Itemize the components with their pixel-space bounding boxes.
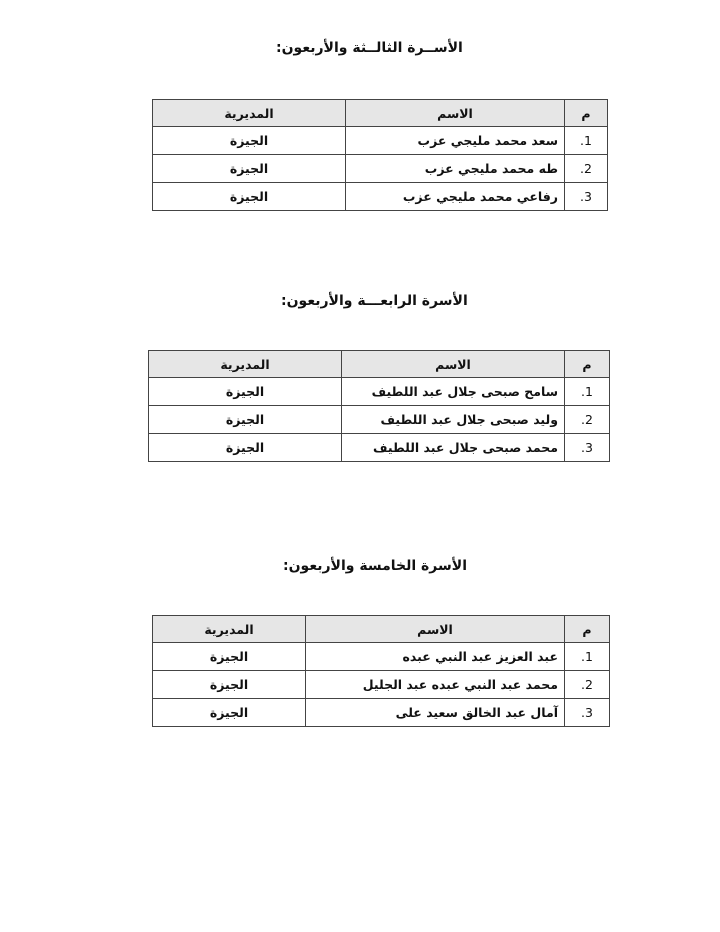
- col-header-number: م: [565, 616, 610, 643]
- row-number: 2.: [565, 406, 610, 434]
- table-header-row: [153, 616, 610, 643]
- col-header-name: الاسم: [342, 351, 565, 378]
- family-44-heading: الأسرة الرابعـــة والأربعون:: [281, 293, 468, 309]
- table-row: [153, 671, 610, 699]
- row-number: 3.: [565, 434, 610, 462]
- table-row: [153, 183, 608, 211]
- member-name: محمد عبد النبي عبده عبد الجليل: [306, 671, 565, 699]
- member-name: رفاعي محمد مليجي عزب: [346, 183, 565, 211]
- member-name: طه محمد مليجي عزب: [346, 155, 565, 183]
- table-row: [153, 155, 608, 183]
- table-row: [149, 406, 610, 434]
- member-directorate: الجيزة: [149, 406, 342, 434]
- family-45-table: [152, 615, 610, 727]
- col-header-directorate: المديرية: [153, 100, 346, 127]
- member-name: وليد صبحى جلال عبد اللطيف: [342, 406, 565, 434]
- col-header-directorate: المديرية: [149, 351, 342, 378]
- table-row: [149, 434, 610, 462]
- table-row: [153, 643, 610, 671]
- member-name: آمال عبد الخالق سعيد على: [306, 699, 565, 727]
- member-directorate: الجيزة: [153, 699, 306, 727]
- col-header-number: م: [565, 351, 610, 378]
- table-header-row: [149, 351, 610, 378]
- member-directorate: الجيزة: [153, 127, 346, 155]
- row-number: 2.: [565, 671, 610, 699]
- family-45-heading: الأسرة الخامسة والأربعون:: [283, 558, 467, 574]
- member-name: سامح صبحى جلال عبد اللطيف: [342, 378, 565, 406]
- row-number: 1.: [565, 378, 610, 406]
- member-directorate: الجيزة: [149, 434, 342, 462]
- table-header-row: [153, 100, 608, 127]
- col-header-number: م: [565, 100, 608, 127]
- table-row: [153, 127, 608, 155]
- row-number: 1.: [565, 127, 608, 155]
- family-43-heading: الأســرة الثالــثة والأربعون:: [276, 40, 463, 56]
- member-directorate: الجيزة: [149, 378, 342, 406]
- member-name: محمد صبحى جلال عبد اللطيف: [342, 434, 565, 462]
- col-header-name: الاسم: [306, 616, 565, 643]
- member-directorate: الجيزة: [153, 183, 346, 211]
- table-row: [153, 699, 610, 727]
- family-43-table: [152, 99, 608, 211]
- member-name: سعد محمد مليجي عزب: [346, 127, 565, 155]
- row-number: 2.: [565, 155, 608, 183]
- col-header-directorate: المديرية: [153, 616, 306, 643]
- member-directorate: الجيزة: [153, 671, 306, 699]
- row-number: 1.: [565, 643, 610, 671]
- member-directorate: الجيزة: [153, 643, 306, 671]
- col-header-name: الاسم: [346, 100, 565, 127]
- member-name: عبد العزيز عبد النبي عبده: [306, 643, 565, 671]
- row-number: 3.: [565, 183, 608, 211]
- table-row: [149, 378, 610, 406]
- row-number: 3.: [565, 699, 610, 727]
- member-directorate: الجيزة: [153, 155, 346, 183]
- family-44-table: [148, 350, 610, 462]
